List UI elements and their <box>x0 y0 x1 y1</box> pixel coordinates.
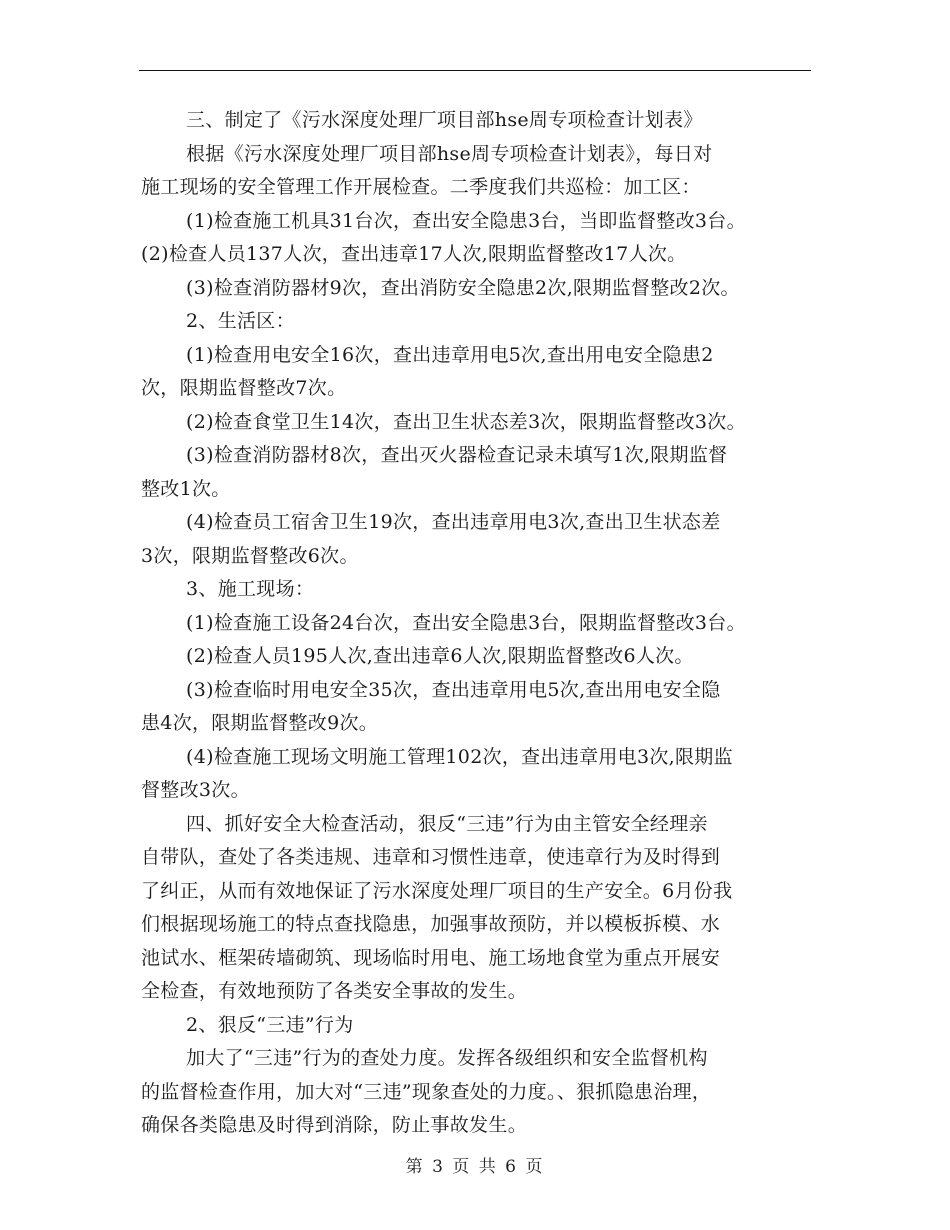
text-line: (1)检查用电安全16次，查出违章用电5次,查出用电安全隐患2 <box>186 343 714 366</box>
text-line: 患4次，限期监督整改9次。 <box>141 712 379 734</box>
text-line: (3)检查消防器材8次，查出灭火器检查记录未填写1次,限期监督 <box>186 444 728 466</box>
text-line: 四、抓好安全大检查活动，狠反“三违”行为由主管安全经理亲 <box>186 812 708 835</box>
text-line: (2)检查人员137人次，查出违章17人次,限期监督整改17人次。 <box>141 243 687 265</box>
text-line: 次，限期监督整改7次。 <box>141 377 347 399</box>
text-line: (1)检查施工设备24台次，查出安全隐患3台，限期监督整改3台。 <box>186 611 746 634</box>
text-line: 3次，限期监督整改6次。 <box>141 544 359 567</box>
section-heading: 3、施工现场： <box>186 578 315 600</box>
text-line: 的监督检查作用，加大对“三违”现象查处的力度。、狠抓隐患治理， <box>141 1080 712 1103</box>
text-line: 三、制定了《污水深度处理厂项目部hse周专项检查计划表》 <box>186 109 703 131</box>
text-line: 加大了“三违”行为的查处力度。发挥各级组织和安全监督机构 <box>186 1047 708 1069</box>
text-line: 全检查，有效地预防了各类安全事故的发生。 <box>141 980 528 1002</box>
text-line: 整改1次。 <box>141 477 231 500</box>
section-heading: 2、狠反“三违”行为 <box>186 1013 354 1036</box>
text-line: 自带队，查处了各类违规、违章和习惯性违章，使违章行为及时得到 <box>141 846 721 868</box>
text-line: 确保各类隐患及时得到消除，防止事故发生。 <box>141 1114 528 1136</box>
text-line: 根据《污水深度处理厂项目部hse周专项检查计划表》，每日对 <box>186 142 713 165</box>
text-line: (2)检查食堂卫生14次，查出卫生状态差3次，限期监督整改3次。 <box>186 410 746 433</box>
text-line: 施工现场的安全管理工作开展检查。二季度我们共巡检：加工区： <box>141 176 701 198</box>
text-line: 督整改3次。 <box>141 779 250 801</box>
text-line: (4)检查员工宿舍卫生19次，查出违章用电3次,查出卫生状态差 <box>186 511 721 533</box>
section-heading: 2、生活区： <box>186 310 295 332</box>
text-line: 池试水、框架砖墙砌筑、现场临时用电、施工场地食堂为重点开展安 <box>141 946 721 969</box>
text-line: 们根据现场施工的特点查找隐患，加强事故预防，并以模板拆模、水 <box>141 913 721 935</box>
text-line: (1)检查施工机具31台次，查出安全隐患3台，当即监督整改3台。 <box>186 209 746 232</box>
header-rule <box>139 70 811 71</box>
text-line: (3)检查消防器材9次，查出消防安全隐患2次,限期监督整改2次。 <box>186 276 740 299</box>
page-number-footer: 第 3 页 共 6 页 <box>405 1157 545 1177</box>
text-line: (4)检查施工现场文明施工管理102次，查出违章用电3次,限期监 <box>186 745 733 768</box>
text-line: 了纠正，从而有效地保证了污水深度处理厂项目的生产安全。6月份我 <box>141 879 733 902</box>
text-line: (3)检查临时用电安全35次，查出违章用电5次,查出用电安全隐 <box>186 678 721 701</box>
text-line: (2)检查人员195人次,查出违章6人次,限期监督整改6人次。 <box>186 645 694 667</box>
document-body <box>141 104 813 1143</box>
